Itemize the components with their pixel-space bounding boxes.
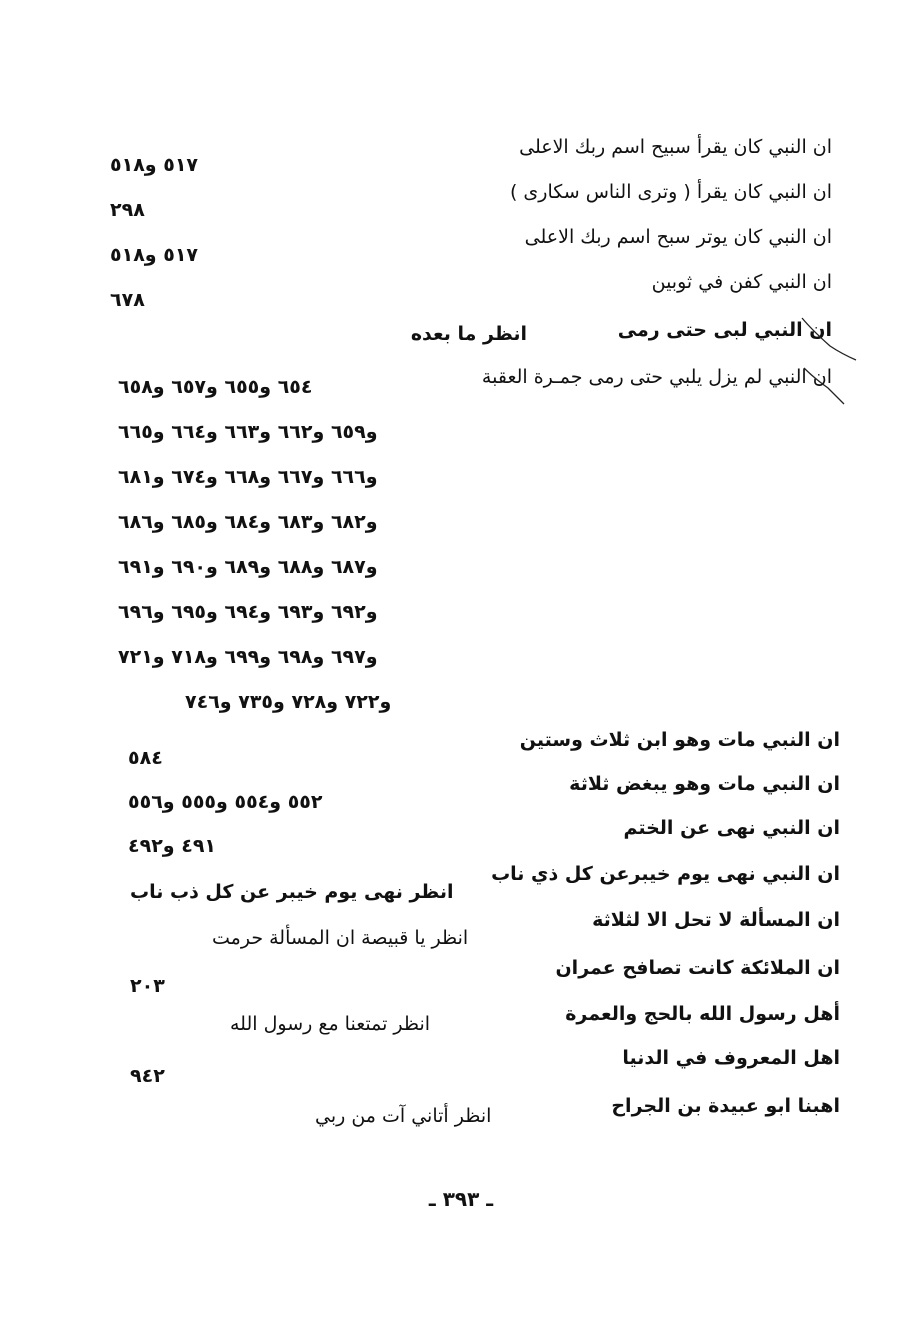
index-entry-ref: ٥٨٤ [128,747,163,769]
index-entry-ref: انظر نهى يوم خيبر عن كل ذب ناب [130,881,454,903]
continuation-line: و٦٨٧ و٦٨٨ و٦٨٩ و٦٩٠ و٦٩١ [118,556,378,578]
index-entry-ref: انظر ما بعده [410,323,527,345]
index-entry-ref: ٥١٧ و٥١٨ [110,244,199,266]
continuation-line: و٦٥٩ و٦٦٢ و٦٦٣ و٦٦٤ و٦٦٥ [118,421,378,443]
index-entry-text: ان النبي كان يقرأ سبيح اسم ربك الاعلى [519,136,832,158]
continuation-line: و٦٩٢ و٦٩٣ و٦٩٤ و٦٩٥ و٦٩٦ [118,601,378,623]
index-entry-text: أهل رسول الله بالحج والعمرة [565,1003,840,1025]
margin-pen-mark [800,308,860,408]
index-entry-text: اهبنا ابو عبيدة بن الجراح [611,1095,840,1117]
index-entry-text: ان النبي كان يقرأ ( وترى الناس سكارى ) [509,181,832,203]
index-entry-ref: انظر أتاني آت من ربي [315,1105,492,1127]
index-entry-text: ان النبي لم يزل يلبي حتى رمى جمـرة العقبة [481,366,832,388]
index-entry-text: ان النبي مات وهو ابن ثلاث وستين [519,729,840,751]
index-entry-text: ان النبي نهى عن الختم [623,817,840,839]
index-entry-ref: ٥١٧ و٥١٨ [110,154,199,176]
index-entry-ref: ٥٥٢ و٥٥٤ و٥٥٥ و٥٥٦ [128,791,323,813]
index-entry-text: ان النبي كفن في ثوبين [651,271,832,293]
continuation-line: و٦٨٢ و٦٨٣ و٦٨٤ و٦٨٥ و٦٨٦ [118,511,378,533]
index-entry-text: ان الملائكة كانت تصافح عمران [555,957,840,979]
index-entry-ref: ٦٧٨ [110,289,145,311]
index-entry-ref: انظر يا قبيصة ان المسألة حرمت [212,927,469,949]
index-entry-text: ان النبي لبى حتى رمى [617,319,832,341]
index-entry-text: ان المسألة لا تحل الا لثلاثة [592,909,840,931]
index-entry-ref: انظر تمتعنا مع رسول الله [230,1013,431,1035]
index-entry-text: اهل المعروف في الدنيا [622,1047,840,1069]
index-entry-text: ان النبي نهى يوم خيبرعن كل ذي ناب [491,863,840,885]
index-entry-text: ان النبي مات وهو يبغض ثلاثة [569,773,840,795]
index-entry-ref: ٢٠٣ [130,975,165,997]
index-entry-text: ان النبي كان يوتر سبح اسم ربك الاعلى [524,226,832,248]
page-number: ـ ٣٩٣ ـ [428,1187,494,1211]
index-entry-ref: ٢٩٨ [110,199,145,221]
index-entry-ref: ٩٤٢ [130,1065,165,1087]
continuation-line: و٧٢٢ و٧٢٨ و٧٣٥ و٧٤٦ [185,691,392,713]
index-entry-ref: ٤٩١ و٤٩٢ [128,835,217,857]
continuation-line: و٦٦٦ و٦٦٧ و٦٦٨ و٦٧٤ و٦٨١ [118,466,378,488]
continuation-line: و٦٩٧ و٦٩٨ و٦٩٩ و٧١٨ و٧٢١ [118,646,378,668]
index-entry-ref: ٦٥٤ و٦٥٥ و٦٥٧ و٦٥٨ [118,376,313,398]
